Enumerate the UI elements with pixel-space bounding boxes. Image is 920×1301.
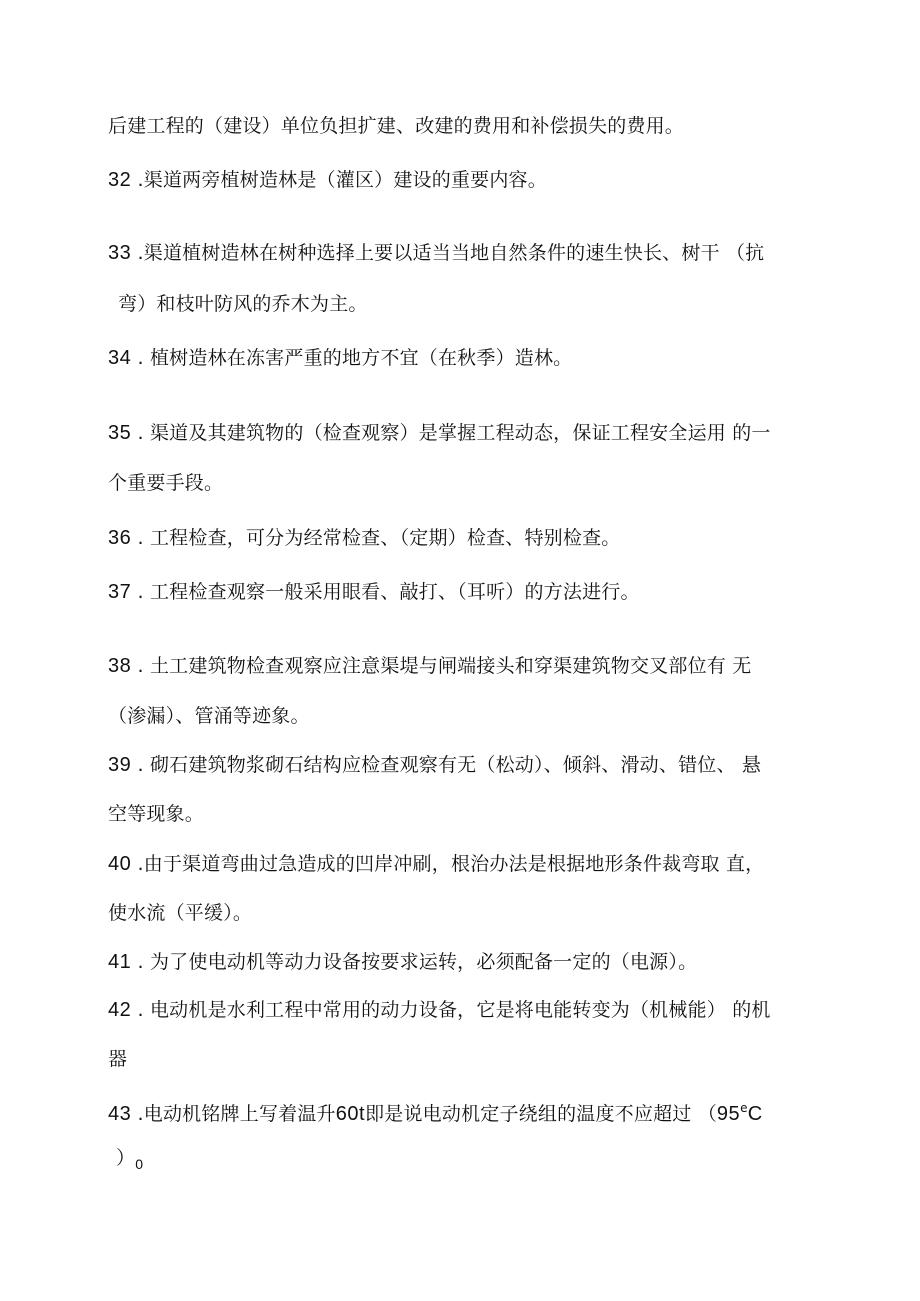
item-33-continued: [118, 292, 368, 316]
item-text: . 渠道及其建筑物的（检查观察）是掌握工程动态，保证工程安全运用 的一: [137, 422, 771, 444]
item-number: 35: [108, 422, 132, 444]
item-36: [108, 526, 620, 550]
item-number: 37: [108, 581, 132, 603]
line-text: 后建工程的（建设）单位负担扩建、改建的费用和补偿损失的费用。: [108, 115, 685, 137]
item-number: 39: [108, 754, 132, 776]
item-text: 个重要手段。: [108, 472, 224, 494]
item-number: 40: [108, 853, 132, 875]
item-35: [108, 421, 771, 445]
item-38-continued: [108, 704, 310, 728]
item-34: [108, 346, 572, 370]
temperature-rise-value: 60t: [335, 1103, 366, 1125]
item-43: [108, 1096, 763, 1126]
item-42-continued: [108, 1047, 127, 1071]
ocr-artifact-text: 0: [135, 1156, 144, 1172]
temperature-value: 95: [716, 1103, 741, 1125]
item-42: [108, 998, 771, 1022]
item-number: 36: [108, 527, 132, 549]
item-number: 43: [108, 1103, 132, 1125]
item-number: 34: [108, 347, 132, 369]
item-text: . 工程检查，可分为经常检查、（定期）检查、特别检查。: [137, 527, 621, 549]
item-text: .由于渠道弯曲过急造成的凹岸冲刷，根治办法是根据地形条件裁弯取 直，: [137, 853, 765, 875]
item-43-continued: [116, 1146, 143, 1176]
item-text: 空等现象。: [108, 803, 205, 825]
item-39-continued: [108, 802, 204, 826]
item-35-continued: [108, 471, 223, 495]
text-line: [108, 114, 684, 138]
item-32: [108, 168, 547, 192]
item-text: ）: [116, 1147, 136, 1169]
item-text: .电动机铭牌上写着温升: [137, 1103, 336, 1125]
item-38: [108, 654, 751, 678]
item-40: [108, 852, 764, 876]
temperature-unit: C: [747, 1103, 763, 1125]
item-text: . 工程检查观察一般采用眼看、敲打、（耳听）的方法进行。: [137, 581, 640, 603]
item-text: . 植树造林在冻害严重的地方不宜（在秋季）造林。: [137, 347, 573, 369]
item-number: 42: [108, 999, 132, 1021]
item-41: [108, 950, 697, 974]
item-text: .渠道植树造林在树种选择上要以适当当地自然条件的速生快长、树干 （抗: [137, 242, 765, 264]
item-39: [108, 753, 761, 777]
item-text: . 土工建筑物检查观察应注意渠堤与闸端接头和穿渠建筑物交叉部位有 无: [137, 655, 752, 677]
item-text: . 电动机是水利工程中常用的动力设备，它是将电能转变为（机械能） 的机: [137, 999, 771, 1021]
item-number: 33: [108, 242, 132, 264]
degree-mark: e: [740, 1101, 748, 1115]
item-text: 即是说电动机定子绕组的温度不应超过 （: [365, 1103, 717, 1125]
item-number: 38: [108, 655, 132, 677]
item-text: .渠道两旁植树造林是（灌区）建设的重要内容。: [137, 169, 547, 191]
item-text: . 砌石建筑物浆砌石结构应检查观察有无（松动）、倾斜、滑动、错位、 悬: [137, 754, 762, 776]
item-40-continued: [108, 901, 252, 925]
item-text: （渗漏）、管涌等迹象。: [108, 705, 310, 727]
item-33: [108, 241, 764, 265]
item-number: 41: [108, 951, 132, 973]
item-text: 弯）和枝叶防风的乔木为主。: [118, 293, 368, 315]
item-number: 32: [108, 169, 132, 191]
item-text: 使水流（平缓）。: [108, 902, 253, 924]
item-text: . 为了使电动机等动力设备按要求运转，必须配备一定的（电源）。: [137, 951, 698, 973]
item-text: 器: [108, 1048, 128, 1070]
item-37: [108, 580, 640, 604]
